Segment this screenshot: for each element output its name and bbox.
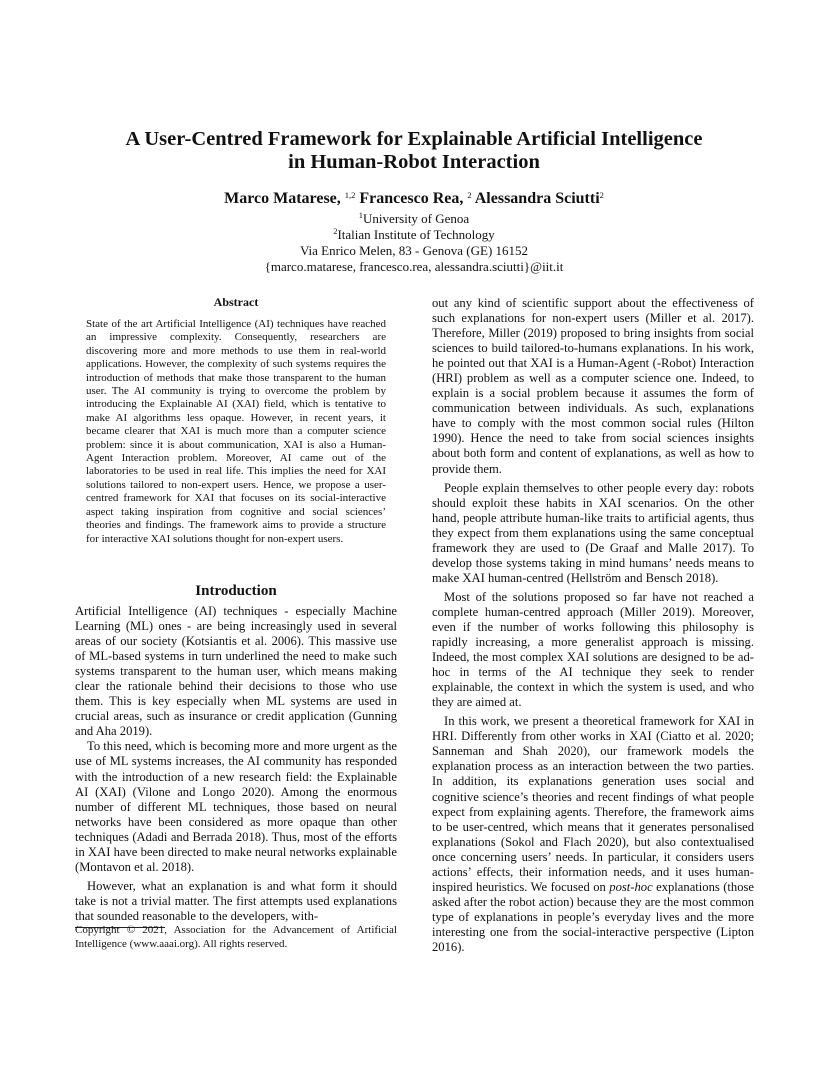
intro-paragraph-5: People explain themselves to other people every day: robots should exploit these habits in XAI scenarios. On the other hand, people attribute human-like traits to artificial agents, thus they expect from them explanations using the same conceptual framework they are used to (De Graaf and Malle 2017). To develop those systems taking in mind humans’ needs means to make XAI human-centred (Hellström and Bensch 2018). xyxy=(432,480,754,585)
posthoc-emphasis: post-hoc xyxy=(609,879,653,894)
affiliation-1-name: University of Genoa xyxy=(363,211,470,226)
affiliation-1 xyxy=(0,211,828,227)
intro-paragraph-4: out any kind of scientific support about the effectiveness of such explanations for non-expert users (Miller et al. 2017). Therefore, Miller (2019) proposed to bring insights from social sciences to build tailored-to-humans explanations. In his work, he pointed out that XAI is a Human-Agent (-Robot) Interaction (HRI) problem as well as a computer science one. Indeed, to explain is a social problem because it assumes the form of communication between individuals. As such, explanations have to comply with the most common social rules (Hilton 1990). Hence the need to take from social sciences insights about both form and content of explanations, as well as how to provide them. xyxy=(432,296,754,476)
address: Via Enrico Melen, 83 - Genova (GE) 16152 xyxy=(299,243,529,258)
abstract-text: State of the art Artificial Intelligence (AI) techniques have reached an impressive complexity. Consequently, researchers are discovering more and more methods to use them in real-world applications. However, the complexity of such systems requires the introduction of methods that make those transparent to the human user. The AI community is trying to overcome the problem by introducing the Explainable AI (XAI) field, which is tentative to make AI algorithms less opaque. However, in recent years, it became clearer that XAI is much more than a computer science problem: since it is about communication, XAI is also a Human-Agent Interaction problem. Moreover, AI came out of the laboratories to be used in real life. This implies the need for XAI solutions tailored to non-expert users. Hence, we propose a user-centred framework for XAI that focuses on its social-interactive aspect taking inspiration from cognitive and social sciences’ theories and findings. The framework aims to provide a structure for interactive XAI solutions thought for non-expert users. xyxy=(86,318,386,545)
right-column-body xyxy=(432,296,754,955)
author-2: Francesco Rea, xyxy=(359,190,464,207)
intro-paragraph-1: Artificial Intelligence (AI) techniques - especially Machine Learning (ML) ones - are being increasingly used in several areas of our society (Kotsiantis et al. 2006). This massive use of ML-based systems in turn underlined the need to make such systems transparent to the human user, which means making clear the rationale behind their decisions to those who use them. This is key especially when ML systems are used in crucial areas, such as insurance or credit application (Gunning and Aha 2019). xyxy=(75,604,397,739)
author-1: Marco Matarese, xyxy=(224,190,341,207)
author-1-affil: 1,2 xyxy=(344,190,356,200)
emails: {marco.matarese, francesco.rea, alessandra.sciutti}@iit.it xyxy=(264,259,564,274)
title-line-1: A User-Centred Framework for Explainable Artificial Intelligence xyxy=(125,128,703,150)
author-3: Alessandra Sciutti xyxy=(474,190,600,207)
intro-paragraph-6: Most of the solutions proposed so far have not reached a complete human-centred approach (Miller 2019). Moreover, even if the number of works following this philosophy is rapidly increasing, a more generalist approach is missing. Indeed, the most complex XAI solutions are designed to be ad-hoc in terms of the AI technique they seek to render explainable, the context in which the system is used, and who they are aimed at. xyxy=(432,589,754,710)
author-list xyxy=(0,189,828,209)
affiliations xyxy=(0,211,828,275)
intro-paragraph-7 xyxy=(432,714,754,955)
intro-paragraph-3: However, what an explanation is and what form it should take is not a trivial matter. The first attempts used explanations that sounded reasonable to the developers, with- xyxy=(75,878,397,923)
intro-paragraph-7-part-a: In this work, we present a theoretical framework for XAI in HRI. Differently from other works in XAI (Ciatto et al. 2020; Sanneman and Shah 2020), our framework models the explanation process as an interaction between the two parties. In addition, its explanations generation uses social and cognitive science’s theories and recent findings of what people expect from explaining agents. Therefore, the framework aims to be user-centred, which means that it generates personalised explanations (Sokol and Flach 2020), but also contextualised once concerning users’ needs. In particular, it considers users actions’ effects, their information needs, and it uses human-inspired heuristics. We focused on xyxy=(432,714,754,894)
affiliation-2-name: Italian Institute of Technology xyxy=(337,227,495,242)
intro-paragraph-2: To this need, which is becoming more and more urgent as the use of ML systems increases, the AI community has responded with the introduction of a new research field: the Explainable AI (XAI) (Vilone and Longo 2020). Among the enormous number of different ML techniques, those based on neural networks have been considered as more opaque than other techniques (Adadi and Berrada 2018). Thus, most of the efforts in XAI have been directed to make neural networks explainable (Montavon et al. 2018). xyxy=(75,739,397,874)
copyright-notice: Copyright © 2021, Association for the Advancement of Artificial Intelligence (www.aaai.org). All rights reserved. xyxy=(75,924,397,950)
affiliation-2-marker: 2 xyxy=(333,226,338,236)
affiliation-2 xyxy=(0,227,828,243)
title-line-2: in Human-Robot Interaction xyxy=(288,151,540,173)
author-2-affil: 2 xyxy=(467,190,472,200)
introduction-heading: Introduction xyxy=(195,583,277,599)
abstract-heading: Abstract xyxy=(213,295,259,309)
left-column-body xyxy=(75,604,397,924)
paper-title xyxy=(0,128,828,174)
affiliation-1-marker: 1 xyxy=(358,210,364,220)
author-3-affil: 2 xyxy=(599,190,604,200)
intro-paragraph-7-part-b: explanations (those asked after the robot action) because they are the most common type of explanations in people’s everyday lives and the more interesting one from the social-interactive perspective (Lipton 2016). xyxy=(432,879,755,954)
